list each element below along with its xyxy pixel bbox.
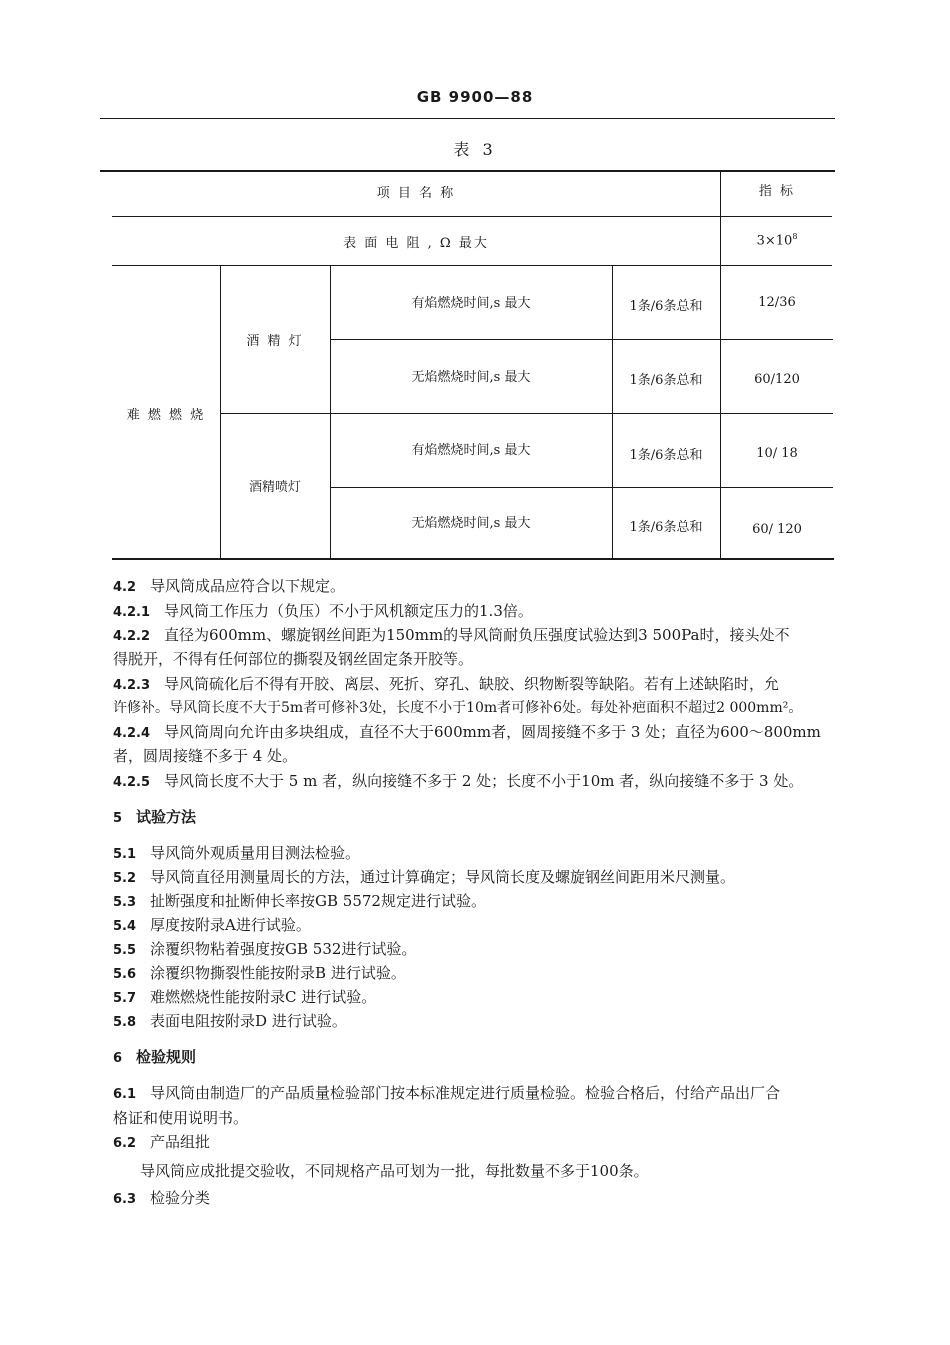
para-6-2: 6.2 产品组批	[113, 1133, 211, 1151]
para-5-8: 5.8 表面电阻按附录D 进行试验。	[113, 1012, 347, 1030]
para-4-2-5: 4.2.5 导风筒长度不大于 5 m 者，纵向接缝不多于 2 处；长度不小于10m 者，纵向接缝不多于 3 处。	[113, 772, 804, 790]
sub-label-alcohol-torch: 酒精喷灯	[248, 480, 301, 495]
row1-item: 有焰燃烧时间,s 最大	[411, 296, 531, 311]
table-top-rule	[100, 170, 835, 172]
row3-value: 10/ 18	[756, 446, 798, 461]
sub-label-alcohol-lamp: 酒 精 灯	[246, 334, 304, 349]
table-vline-group	[220, 265, 221, 558]
para-4-2-4-cont: 者，圆周接缝不多于 4 处。	[113, 747, 298, 765]
row2-basis: 1条/6条总和	[629, 373, 703, 388]
row2-value: 60/120	[754, 372, 800, 387]
section-5-heading: 5 试验方法	[113, 808, 197, 826]
table-caption: 表 3	[453, 140, 497, 159]
col-item-header: 项 目 名 称	[376, 186, 456, 201]
para-5-3: 5.3 扯断强度和扯断伸长率按GB 5572规定进行试验。	[113, 892, 486, 910]
para-4-2-2-cont: 得脱开，不得有任何部位的撕裂及钢丝固定条开胶等。	[113, 650, 474, 668]
table-rule-5	[330, 487, 833, 488]
para-5-5: 5.5 涂覆织物粘着强度按GB 532进行试验。	[113, 940, 417, 958]
row2-item: 无焰燃烧时间,s 最大	[411, 370, 531, 385]
para-6-1: 6.1 导风筒由制造厂的产品质量检验部门按本标准规定进行质量检验。检验合格后，付给产品出厂合	[113, 1084, 781, 1102]
para-4-2-4: 4.2.4 导风筒周向允许由多块组成，直径不大于600mm者，圆周接缝不多于 3 处；直径为600～800mm	[113, 723, 821, 741]
para-6-2-cont: 导风筒应成批提交验收，不同规格产品可划为一批，每批数量不多于100条。	[140, 1162, 649, 1180]
group-label-flame: 难 燃 燃 烧	[126, 408, 206, 423]
table-bottom-rule	[112, 558, 834, 560]
row-resistance-label: 表 面 电 阻 , Ω 最大	[343, 236, 489, 251]
table-rule-4	[220, 413, 833, 414]
para-4-2-3-cont: 许修补。导风筒长度不大于5m者可修补3处，长度不小于10m者可修补6处。每处补疤面积不超过2 000mm²。	[113, 700, 803, 716]
para-6-1-cont: 格证和使用说明书。	[113, 1109, 249, 1127]
table-rule-3	[330, 339, 833, 340]
para-5-7: 5.7 难燃燃烧性能按附录C 进行试验。	[113, 988, 377, 1006]
col-index-header: 指 标	[758, 184, 796, 199]
para-4-2-1: 4.2.1 导风筒工作压力（负压）不小于风机额定压力的1.3倍。	[113, 602, 533, 620]
para-5-1: 5.1 导风筒外观质量用目测法检验。	[113, 844, 361, 862]
para-4-2: 4.2 导风筒成品应符合以下规定。	[113, 577, 346, 595]
row3-item: 有焰燃烧时间,s 最大	[411, 443, 531, 458]
standard-code: GB 9900—88	[416, 88, 534, 106]
para-5-4: 5.4 厚度按附录A进行试验。	[113, 916, 311, 934]
para-5-2: 5.2 导风筒直径用测量周长的方法，通过计算确定；导风筒长度及螺旋钢丝间距用米尺测量。	[113, 868, 736, 886]
row1-value: 12/36	[758, 295, 796, 310]
header-rule	[100, 118, 835, 119]
para-5-6: 5.6 涂覆织物撕裂性能按附录B 进行试验。	[113, 964, 406, 982]
row1-basis: 1条/6条总和	[629, 299, 703, 314]
row4-value: 60/ 120	[752, 522, 802, 537]
row-resistance-value: $3\times 10^8$	[756, 232, 798, 249]
table-vline-index	[720, 172, 721, 558]
para-4-2-2: 4.2.2 直径为600mm、螺旋钢丝间距为150mm的导风筒耐负压强度试验达到3 500Pa时，接头处不	[113, 626, 790, 644]
row4-item: 无焰燃烧时间,s 最大	[411, 516, 531, 531]
table-rule-1	[112, 216, 832, 217]
row3-basis: 1条/6条总和	[629, 448, 703, 463]
para-4-2-3: 4.2.3 导风筒硫化后不得有开胶、离层、死折、穿孔、缺胶、织物断裂等缺陷。若有上述缺陷时，允	[113, 675, 780, 693]
para-6-3: 6.3 检验分类	[113, 1189, 211, 1207]
section-6-heading: 6 检验规则	[113, 1048, 197, 1066]
row4-basis: 1条/6条总和	[629, 520, 703, 535]
